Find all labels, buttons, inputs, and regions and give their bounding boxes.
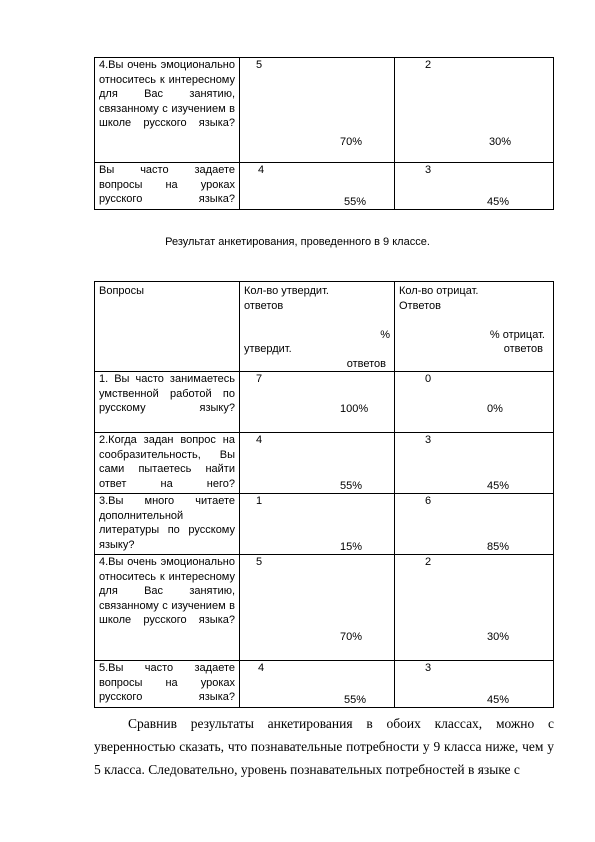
no-cell: 2 30% xyxy=(395,58,554,163)
table-grade9 xyxy=(94,281,554,708)
table-row xyxy=(95,494,554,555)
table-row xyxy=(95,58,554,163)
table-grade5-continued xyxy=(94,57,554,210)
table-row xyxy=(95,555,554,661)
no-cell: 3 45% xyxy=(395,163,554,210)
conclusion-paragraph: Сравнив результаты анкетирования в обоих классах, можно с уверенностью сказать, что познавательные потребности у 9 класса ниже, чем у 5 класса. Следовательно, уровень познавательных потребностей в языке с xyxy=(94,716,554,777)
no-cell: 0 0% xyxy=(395,372,554,433)
grade9-caption: Результат анкетирования, проведенного в 9 классе. xyxy=(165,236,430,248)
yes-cell: 4 55% xyxy=(240,661,395,708)
yes-cell: 1 15% xyxy=(240,494,395,555)
question-cell: 4.Вы очень эмоционально относитесь к интересному для Вас занятию, связанному с изучением в школе русского языка? xyxy=(95,58,240,163)
question-cell: 2.Когда задан вопрос на сообразительность, Вы сами пытаетесь найти ответ на него? xyxy=(95,433,240,494)
header-yes: Кол-во утвердит. ответов % утвердит. ответов xyxy=(240,282,395,372)
no-cell: 3 45% xyxy=(395,661,554,708)
yes-cell: 7 100% xyxy=(240,372,395,433)
table-header-row xyxy=(95,282,554,372)
question-cell: 1. Вы часто занимаетесь умственной работой по русскому языку? xyxy=(95,372,240,433)
yes-cell: 5 70% xyxy=(240,58,395,163)
table-row xyxy=(95,433,554,494)
no-cell: 6 85% xyxy=(395,494,554,555)
question-cell: 3.Вы много читаете дополнительной литературы по русскому языку? xyxy=(95,494,240,555)
no-cell: 2 30% xyxy=(395,555,554,661)
table-row xyxy=(95,661,554,708)
table-row xyxy=(95,163,554,210)
yes-cell: 4 55% xyxy=(240,163,395,210)
header-questions: Вопросы xyxy=(95,282,240,372)
no-cell: 3 45% xyxy=(395,433,554,494)
question-cell: 4.Вы очень эмоционально относитесь к интересному для Вас занятию, связанному с изучением в школе русского языка? xyxy=(95,555,240,661)
yes-cell: 4 55% xyxy=(240,433,395,494)
question-cell: 5.Вы часто задаете вопросы на уроках русского языка? xyxy=(95,661,240,708)
header-no: Кол-во отрицат. Ответов % отрицат. ответов xyxy=(395,282,554,372)
question-cell: Вы часто задаете вопросы на уроках русского языка? xyxy=(95,163,240,210)
table-row xyxy=(95,372,554,433)
yes-cell: 5 70% xyxy=(240,555,395,661)
